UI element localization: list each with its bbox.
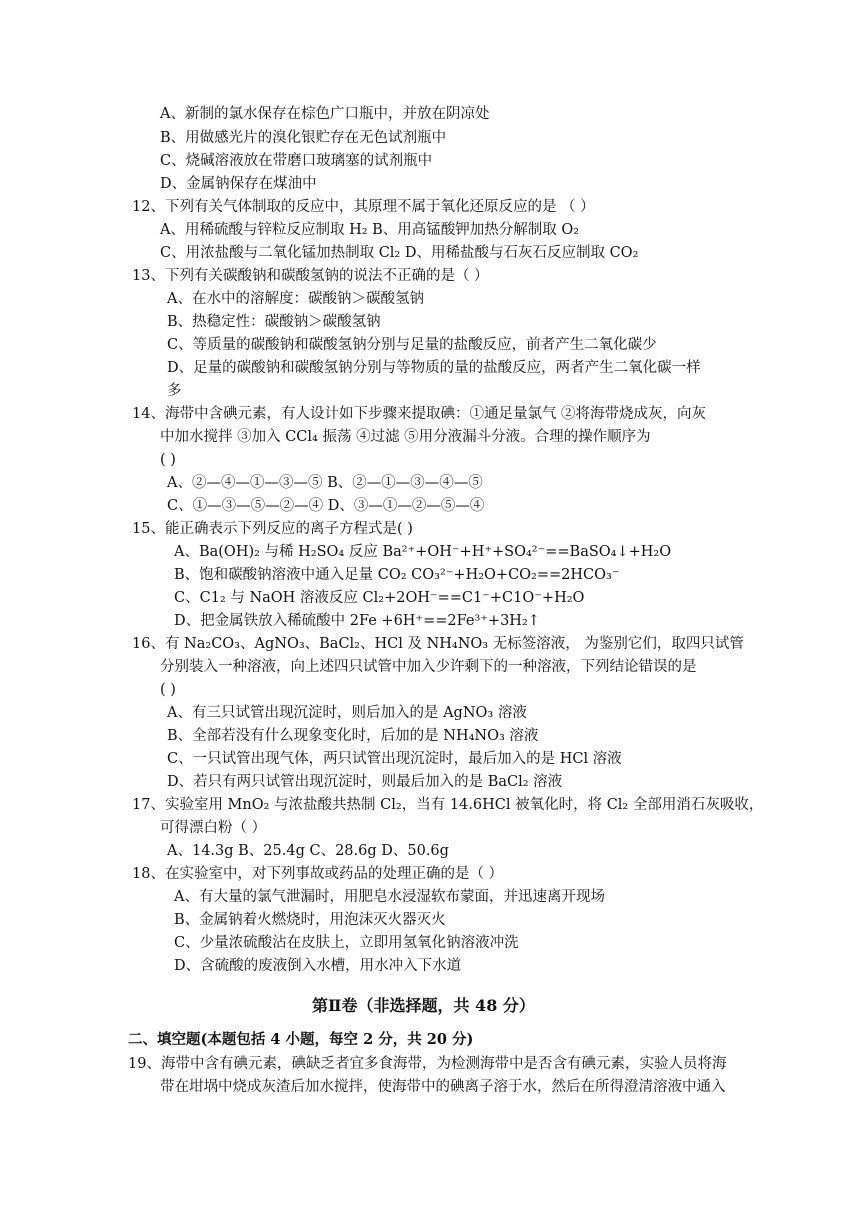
text-line: ( )	[160, 682, 176, 698]
text-line: ( )	[160, 452, 176, 468]
text-line: D、足量的碳酸钠和碳酸氢钠分别与等物质的量的盐酸反应，两者产生二氧化碳一样	[167, 360, 701, 376]
text-line: 可得漂白粉（ ）	[160, 820, 267, 836]
text-line: D、若只有两只试管出现沉淀时，则最后加入的是 BaCl₂ 溶液	[167, 774, 563, 790]
text-line: 18、在实验室中，对下列事故或药品的处理正确的是（ ）	[132, 866, 504, 882]
text-line: D、把金属铁放入稀硫酸中 2Fe +6H⁺==2Fe³⁺+3H₂↑	[174, 613, 540, 629]
text-line: C、烧碱溶液放在带磨口玻璃塞的试剂瓶中	[160, 153, 433, 169]
question-19-line-1: 19、海带中含有碘元素，碘缺乏者宜多食海带，为检测海带中是否含有碘元素，实验人员将海	[128, 1056, 727, 1072]
text-line: 15、能正确表示下列反应的离子方程式是( )	[132, 521, 413, 537]
part-title: 第Ⅱ卷（非选择题，共 48 分）	[312, 996, 535, 1015]
text-line: B、热稳定性：碳酸钠＞碳酸氢钠	[167, 314, 381, 330]
text-line: D、金属钠保存在煤油中	[160, 176, 317, 192]
text-line: 17、实验室用 MnO₂ 与浓盐酸共热制 Cl₂，当有 14.6HCl 被氧化时，将 Cl₂ 全部用消石灰吸收，	[132, 797, 764, 813]
text-line: 中加水搅拌 ③加入 CCl₄ 振荡 ④过滤 ⑤用分液漏斗分液。合理的操作顺序为	[160, 429, 651, 445]
text-line: A、有三只试管出现沉淀时，则后加入的是 AgNO₃ 溶液	[167, 705, 527, 721]
text-line: A、②—④—①—③—⑤ B、②—①—③—④—⑤	[167, 475, 483, 491]
text-line: 12、下列有关气体制取的反应中，其原理不属于氧化还原反应的是 （ ）	[132, 199, 595, 215]
text-line: A、新制的氯水保存在棕色广口瓶中，并放在阴凉处	[160, 106, 490, 122]
text-line: A、用稀硫酸与锌粒反应制取 H₂ B、用高锰酸钾加热分解制取 O₂	[160, 222, 580, 238]
text-line: C、一只试管出现气体，两只试管出现沉淀时，最后加入的是 HCl 溶液	[167, 751, 622, 767]
text-line: 多	[167, 383, 182, 399]
text-line: C、少量浓硫酸沾在皮肤上，立即用氢氧化钠溶液冲洗	[174, 935, 519, 951]
text-line: C、等质量的碳酸钠和碳酸氢钠分别与足量的盐酸反应，前者产生二氧化碳少	[167, 337, 657, 353]
text-line: A、有大量的氯气泄漏时，用肥皂水浸湿软布蒙面，并迅速离开现场	[174, 889, 605, 905]
text-line: 分别装入一种溶液，向上述四只试管中加入少许剩下的一种溶液，下列结论错误的是	[160, 659, 697, 675]
text-line: C、C1₂ 与 NaOH 溶液反应 Cl₂+2OH⁻==C1⁻+C1O⁻+H₂O	[174, 590, 585, 606]
text-line: B、金属钠着火燃烧时，用泡沫灭火器灭火	[174, 912, 446, 928]
text-line: B、全部若没有什么现象变化时，后加的是 NH₄NO₃ 溶液	[167, 728, 539, 744]
text-line: 16、有 Na₂CO₃、AgNO₃、BaCl₂、HCl 及 NH₄NO₃ 无标签溶液， 为鉴别它们，取四只试管	[132, 636, 744, 652]
text-line: D、含硫酸的废液倒入水槽，用水冲入下水道	[174, 958, 462, 974]
text-line: 14、海带中含碘元素，有人设计如下步骤来提取碘：①通足量氯气 ②将海带烧成灰，向灰	[132, 406, 707, 422]
text-line: 13、下列有关碳酸钠和碳酸氢钠的说法不正确的是（ ）	[132, 268, 489, 284]
text-line: A、在水中的溶解度：碳酸钠＞碳酸氢钠	[167, 291, 424, 307]
text-line: B、饱和碳酸钠溶液中通入足量 CO₂ CO₃²⁻+H₂O+CO₂==2HCO₃⁻	[174, 567, 620, 583]
text-line: C、用浓盐酸与二氧化锰加热制取 Cl₂ D、用稀盐酸与石灰石反应制取 CO₂	[160, 245, 639, 261]
text-line: A、14.3g B、25.4g C、28.6g D、50.6g	[167, 843, 449, 859]
text-line: C、①—③—⑤—②—④ D、③—①—②—⑤—④	[167, 498, 485, 514]
text-line: B、用做感光片的溴化银贮存在无色试剂瓶中	[160, 130, 447, 146]
section-heading: 二、填空题(本题包括 4 小题，每空 2 分，共 20 分)	[128, 1031, 474, 1048]
text-line: A、Ba(OH)₂ 与稀 H₂SO₄ 反应 Ba²⁺+OH⁻+H⁺+SO₄²⁻==BaSO₄↓+H₂O	[174, 544, 672, 560]
question-19-line-2: 带在坩埚中烧成灰渣后加水搅拌，使海带中的碘离子溶于水，然后在所得澄清溶液中通入	[160, 1079, 726, 1095]
